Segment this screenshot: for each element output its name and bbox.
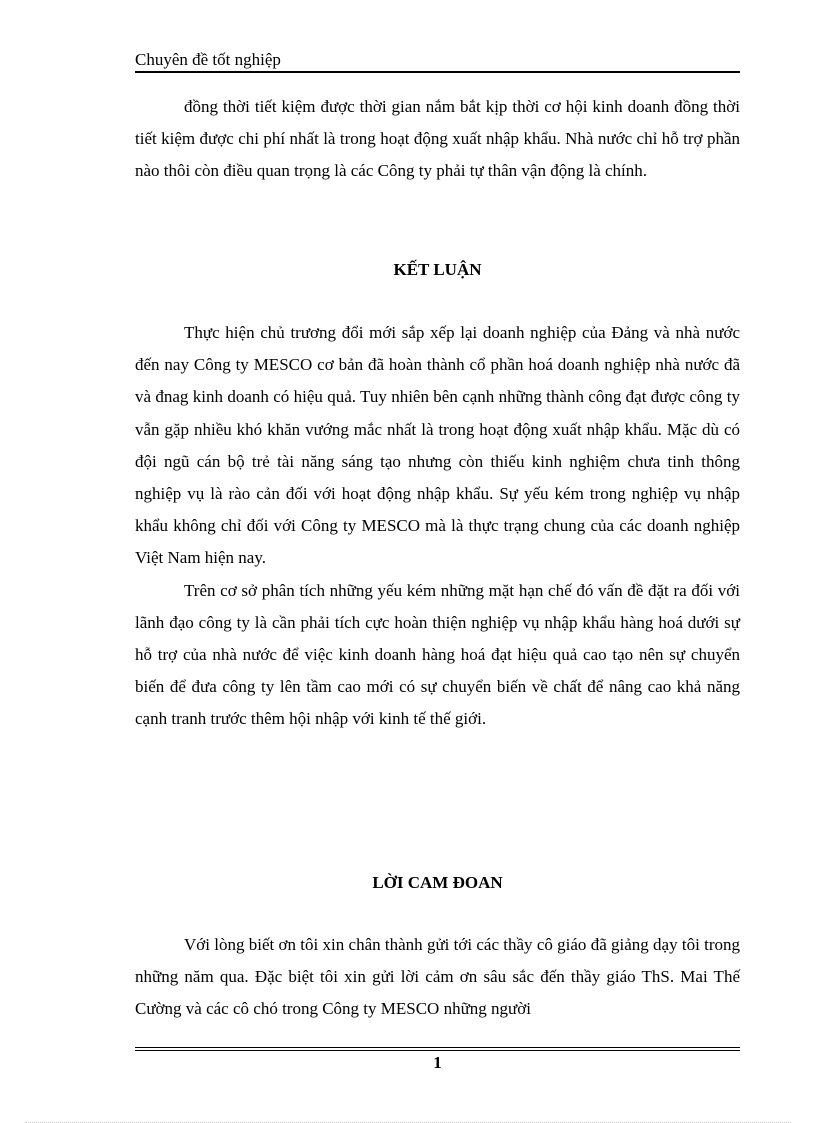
commitment-paragraph: Với lòng biết ơn tôi xin chân thành gửi tới các thầy cô giáo đã giảng dạy tôi trong những năm qua. Đặc biệt tôi xin gửi lời cảm ơn sâu sắc đến thầy giáo ThS. Mai Thế Cường và các cô chó trong Công ty MESCO những người	[135, 935, 740, 1019]
conclusion-heading: KẾT LUẬN	[393, 260, 482, 279]
commitment-section	[135, 929, 740, 1026]
commitment-heading: LỜI CAM ĐOAN	[372, 873, 503, 892]
header-rule	[135, 71, 740, 73]
running-header: Chuyên đề tốt nghiệp	[135, 50, 281, 69]
page-number: 1	[433, 1053, 442, 1072]
intro-section	[135, 91, 740, 188]
conclusion-paragraph-2: Trên cơ sở phân tích những yếu kém những mặt hạn chế đó vấn đề đặt ra đối với lãnh đạo công ty là cần phải tích cực hoàn thiện nghiệp vụ nhập khẩu hàng hoá dưới sự hỗ trợ của nhà nước để việc kinh doanh hàng hoá đạt hiệu quả cao tạo nên sự chuyển biến để đưa công ty lên tầm cao mới có sự chuyển biến về chất để nâng cao khả năng cạnh tranh trước thêm hội nhập với kinh tế thế giới.	[135, 580, 740, 729]
conclusion-paragraph-1: Thực hiện chủ trương đổi mới sắp xếp lại doanh nghiệp của Đảng và nhà nước đến nay Công ty MESCO cơ bản đã hoàn thành cổ phần hoá doanh nghiệp nhà nước đã và đnag kinh doanh có hiệu quả. Tuy nhiên bên cạnh những thành công đạt được công ty vẫn gặp nhiều khó khăn vướng mắc nhất là trong hoạt động xuất nhập khẩu. Mặc dù có đội ngũ cán bộ trẻ tài năng sáng tạo nhưng còn thiếu kinh nghiệm chưa tinh thông nghiệp vụ là rào cản đối với hoạt động nhập khẩu. Sự yếu kém trong nghiệp vụ nhập khẩu không chỉ đối với Công ty MESCO mà là thực trạng chung của các doanh nghiệp Việt Nam hiện nay.	[135, 323, 740, 568]
conclusion-section	[135, 317, 740, 736]
footer-rule-bottom	[135, 1050, 740, 1051]
intro-paragraph: đồng thời tiết kiệm được thời gian nắm bắt kịp thời cơ hội kinh doanh đồng thời tiết kiệm được chi phí nhất là trong hoạt động xuất nhập khẩu. Nhà nước chỉ hỗ trợ phần nào thôi còn điều quan trọng là các Công ty phải tự thân vận động là chính.	[135, 97, 740, 181]
footer-rule-top	[135, 1047, 740, 1048]
